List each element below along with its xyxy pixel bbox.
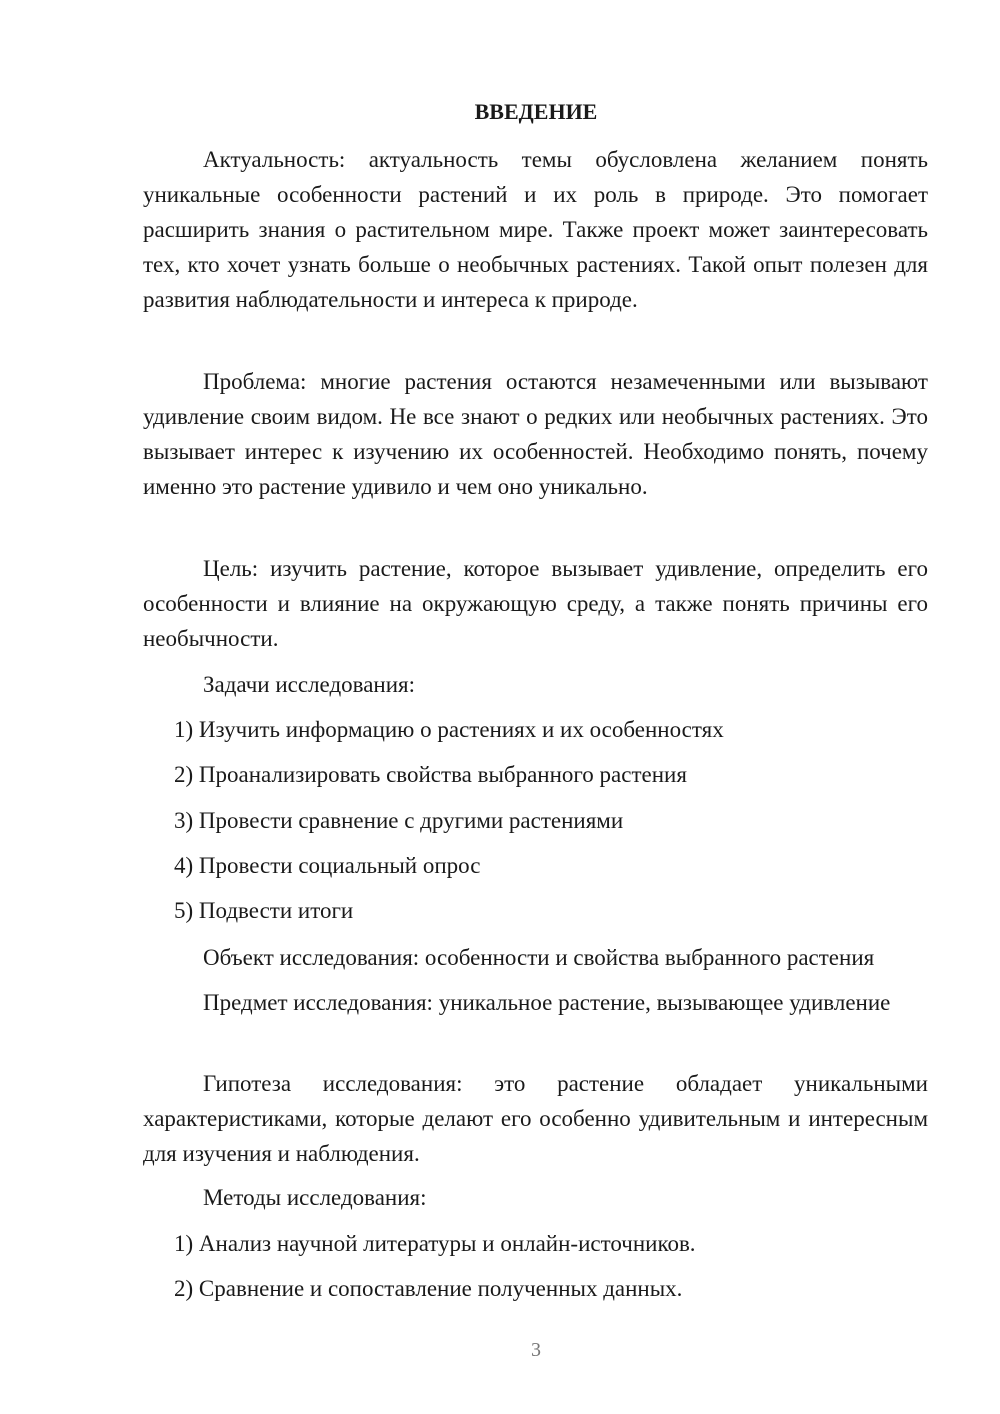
object-paragraph: Объект исследования: особенности и свойства выбранного растения bbox=[203, 945, 875, 970]
subject-paragraph: Предмет исследования: уникальное растение, вызывающее удивление bbox=[203, 990, 891, 1015]
goal-paragraph: Цель: изучить растение, которое вызывает удивление, определить его особенности и влияние на окружающую среду, а также понять причины его необычности. bbox=[143, 556, 928, 651]
list-item: 3) Провести сравнение с другими растениями bbox=[174, 808, 624, 833]
list-item: 4) Провести социальный опрос bbox=[174, 853, 481, 878]
list-item: 5) Подвести итоги bbox=[174, 898, 354, 923]
methods-heading: Методы исследования: bbox=[203, 1185, 427, 1210]
problem-paragraph: Проблема: многие растения остаются незамеченными или вызывают удивление своим видом. Не все знают о редких или необычных растениях. Это вызывает интерес к изучению их особенностей. Необходимо понять, почему именно это растение удивило и чем оно уникально. bbox=[143, 369, 928, 499]
list-item: 1) Изучить информацию о растениях и их особенностях bbox=[174, 717, 724, 742]
list-item: 1) Анализ научной литературы и онлайн-источников. bbox=[174, 1231, 696, 1256]
hypothesis-paragraph: Гипотеза исследования: это растение обладает уникальными характеристиками, которые делают его особенно удивительным и интересным для изучения и наблюдения. bbox=[143, 1071, 928, 1166]
relevance-paragraph: Актуальность: актуальность темы обусловлена желанием понять уникальные особенности растений и их роль в природе. Это помогает расширить знания о растительном мире. Также проект может заинтересовать тех, кто хочет узнать больше о необычных растениях. Такой опыт полезен для развития наблюдательности и интереса к природе. bbox=[143, 147, 928, 312]
list-item: 2) Сравнение и сопоставление полученных данных. bbox=[174, 1276, 683, 1301]
page-number: 3 bbox=[531, 1339, 541, 1361]
list-item: 2) Проанализировать свойства выбранного растения bbox=[174, 762, 687, 787]
tasks-heading: Задачи исследования: bbox=[203, 672, 416, 697]
page-title: ВВЕДЕНИЕ bbox=[474, 99, 598, 124]
